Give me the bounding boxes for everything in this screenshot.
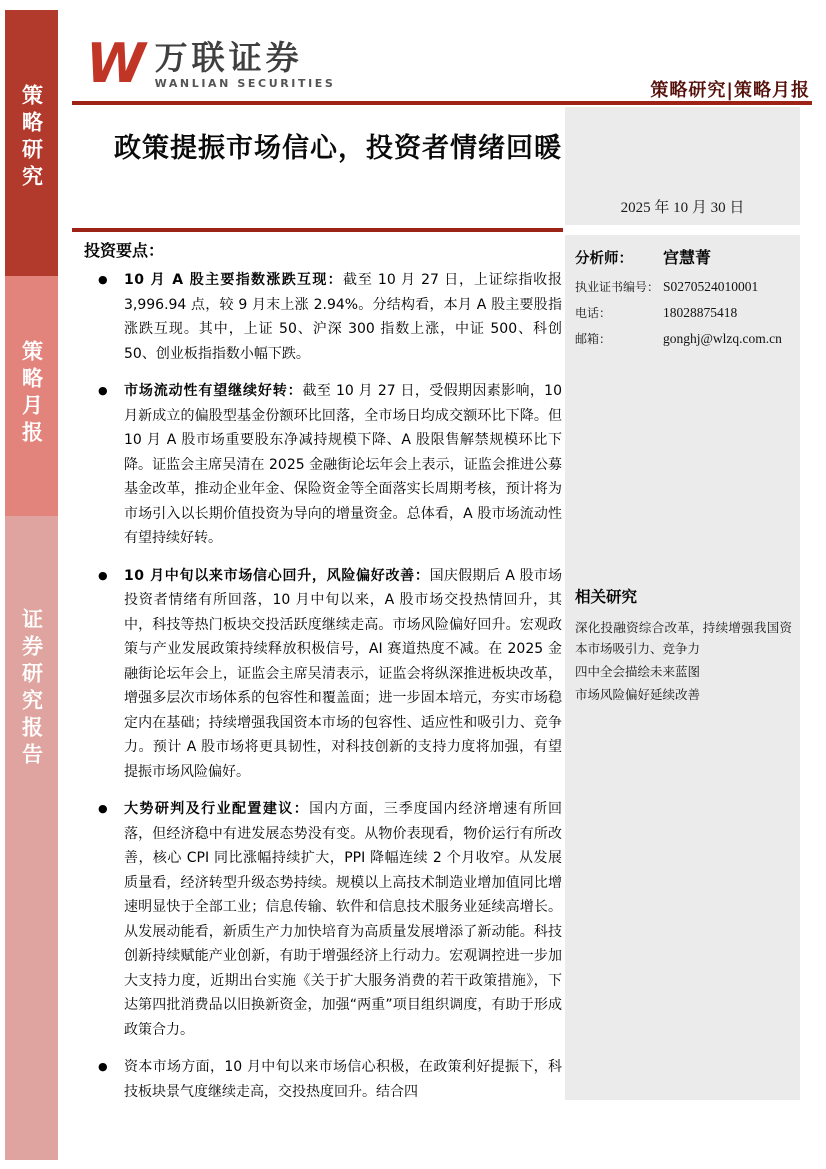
cert-label: 执业证书编号： (575, 280, 660, 294)
email-label: 邮箱： (575, 332, 612, 346)
bullet-icon: ● (98, 802, 108, 815)
analyst-name: 宫慧菁 (663, 248, 712, 267)
analyst-email-row (575, 330, 792, 347)
analyst-block (575, 245, 792, 356)
date-panel (565, 107, 800, 225)
related-research-block (575, 585, 792, 707)
keypoint-body: 国庆假期后 A 股市场投资者情绪有所回落，10 月中旬以来，A 股市场交投热情回升，其中，科技等热门板块交投活跃度继续走高。市场风险偏好回升。宏观政策与产业发展政策持续释放积极信号，AI 赛道热度不减。在 2025 金融街论坛年会上，证监会主席吴清表示，证监会将纵深推进板块改革，增强多层次市场体系的包容性和覆盖面；进一步固本培元，夯实市场稳定内在基础；持续增强我国资本市场的包容性、适应性和吸引力、竞争力。预计 A 股市场将更具韧性，对科技创新的支持力度将加强，有望提振市场风险偏好。 (124, 567, 562, 780)
ribbon-label: 策略研究 (19, 84, 44, 192)
keypoint-body: 截至 10 月 27 日，上证综指收报 3,996.94 点，较 9 月末上涨 2.94%。分结构看，本月 A 股主要股指涨跌互现。其中，上证 50、沪深 300 指数上涨，中证 500、科创 50、创业板指指数小幅下跌。 (124, 272, 562, 362)
keypoint-text (124, 268, 562, 366)
ribbon-label: 策略月报 (19, 340, 44, 448)
keypoint-item (84, 564, 562, 785)
ribbon-segment-securities-report (5, 516, 58, 1160)
keypoint-text (124, 379, 562, 551)
company-logo (86, 32, 336, 95)
keypoint-item (84, 1055, 562, 1104)
header-divider (72, 101, 812, 105)
ribbon-label: 证券研究报告 (19, 608, 44, 770)
keypoint-text (124, 797, 562, 1042)
email-address: gonghj@wlzq.com.cn (663, 331, 782, 346)
related-research-item: 四中全会描绘未来蓝图 (575, 664, 701, 679)
keypoint-body: 国内方面，三季度国内经济增速有所回落，但经济稳中有进发展态势没有变。从物价表现看，物价运行有所改善，核心 CPI 同比涨幅持续扩大，PPI 降幅连续 2 个月收窄。从发展质量看，经济转型升级态势持续。规模以上高技术制造业增加值同比增速明显快于全部工业；信息传输、软件和信息技术服务业延续高增长。从发展动能看，新质生产力加快培育为高质量发展增添了新动能。科技创新持续赋能产业创新，有助于增强经济上行动力。宏观调控进一步加大支持力度，近期出台实施《关于扩大服务消费的若干政策措施》，下达第四批消费品以旧换新资金，加强“两重”项目组织调度，有助于形成政策合力。 (124, 801, 563, 1038)
keypoint-lead: 10 月中旬以来市场信心回升，风险偏好改善： (124, 567, 430, 584)
related-research-item: 市场风险偏好延续改善 (575, 687, 701, 702)
analyst-name-row (575, 245, 792, 268)
keypoint-lead: 大势研判及行业配置建议： (124, 801, 310, 817)
report-category: 策略研究|策略月报 (650, 80, 810, 101)
keypoint-text (124, 564, 562, 785)
keypoint-body: 截至 10 月 27 日，受假期因素影响，10 月新成立的偏股型基金份额环比回落，全市场日均成交额环比下降。但 10 月 A 股市场重要股东净减持规模下降、A 股限售解禁规模环比下降。证监会主席吴清在 2025 金融街论坛年会上表示，证监会推进公募基金改革，推动企业年金、保险资金等全面落实长周期考核，预计将为市场引入以长期价值投资为导向的增量资金。总体看，A 股市场流动性有望持续好转。 (124, 383, 562, 546)
bullet-icon: ● (98, 568, 108, 582)
brand-name-en: WANLIAN SECURITIES (154, 77, 336, 90)
ribbon-segment-strategy-research (5, 10, 58, 276)
bullet-icon: ● (98, 384, 108, 397)
related-research-item: 深化投融资综合改革，持续增强我国资本市场吸引力、竞争力 (575, 620, 792, 656)
keypoints-heading: 投资要点： (84, 241, 165, 260)
analyst-cert-row (575, 278, 792, 295)
brand-name-cn: 万联证券 (154, 38, 303, 77)
report-title: 政策提振市场信心，投资者情绪回暖 (114, 133, 562, 164)
analyst-label: 分析师： (575, 251, 633, 267)
related-research-heading: 相关研究 (575, 588, 638, 606)
cert-number: S0270524010001 (663, 279, 759, 294)
keypoints-list (84, 268, 562, 1117)
report-date: 2025 年 10 月 30 日 (620, 200, 745, 216)
phone-number: 18028875418 (663, 305, 738, 320)
analyst-phone-row (575, 304, 792, 321)
keypoints-divider (72, 228, 563, 232)
logo-w-icon: W (86, 32, 143, 95)
phone-label: 电话： (575, 306, 612, 320)
bullet-icon: ● (98, 273, 108, 286)
keypoint-lead: 市场流动性有望继续好转： (124, 383, 303, 399)
keypoint-text (124, 1055, 562, 1104)
keypoint-lead: 10 月 A 股主要指数涨跌互现： (124, 272, 343, 288)
ribbon-segment-strategy-monthly (5, 276, 58, 516)
logo-names (155, 40, 336, 90)
keypoint-body: 资本市场方面，10 月中旬以来市场信心积极，在政策利好提振下，科技板块景气度继续走高，交投热度回升。结合四 (124, 1059, 562, 1100)
bullet-icon: ● (98, 1060, 108, 1073)
keypoint-item (84, 797, 562, 1042)
keypoint-item (84, 268, 562, 366)
analyst-panel (565, 235, 800, 1100)
keypoint-item (84, 379, 562, 551)
